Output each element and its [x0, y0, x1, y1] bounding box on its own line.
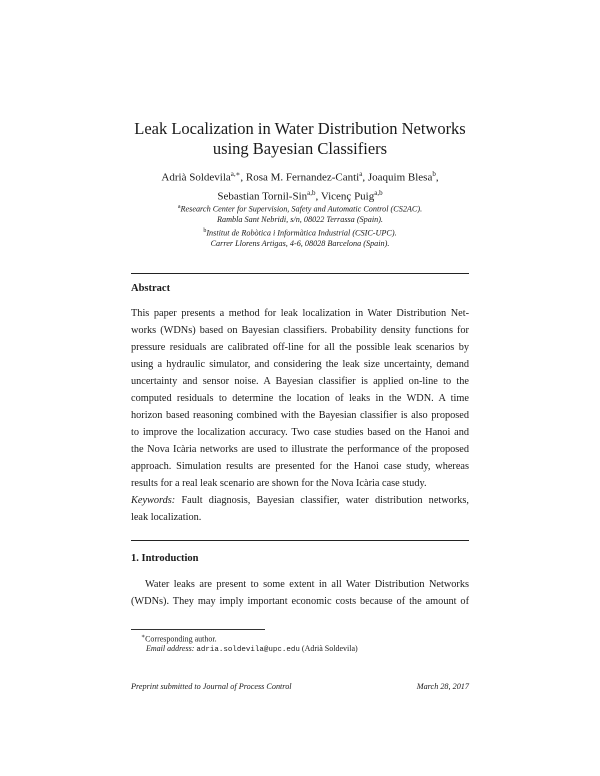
author-name: Joaquim Blesa: [367, 171, 433, 184]
affiliation-mark: a: [177, 204, 181, 210]
author-name: Sebastian Tornil-Sin: [217, 190, 308, 203]
author-affil-mark: a,∗: [230, 170, 241, 178]
author-affil-mark: a: [359, 170, 363, 178]
abstract-bottom-rule: [131, 540, 469, 541]
abstract-line: to improve the localization accuracy. Two case studies based on the Hanoi and: [131, 427, 469, 438]
keywords-text: Fault diagnosis, Bayesian classifier, water distribution networks,: [181, 495, 469, 506]
affiliations: [0, 202, 600, 249]
author-separator: ,: [435, 171, 439, 184]
affiliation-a-line-2: Rambla Sant Nebridi, s/n, 08022 Terrassa (Spain).: [217, 215, 383, 225]
introduction-line: (WDNs). They may imply important economic costs because of the amount of: [131, 596, 469, 607]
email-owner: (Adrià Soldevila): [301, 644, 358, 653]
author-name: Vicenç Puig: [320, 190, 375, 203]
abstract-line: computed residuals to determine the location of leaks in the WDN. A time: [131, 393, 469, 404]
email-label: Email address:: [146, 644, 195, 653]
title-line-1: Leak Localization in Water Distribution Networks: [134, 119, 466, 138]
author-affil-mark: a,b: [307, 188, 316, 197]
abstract-line: results for a real leak scenario are shown for the Nova Icària case study.: [131, 478, 427, 489]
author-line-1: [0, 167, 600, 186]
section-heading-introduction: 1. Introduction: [131, 553, 199, 564]
keywords-label: Keywords:: [131, 495, 176, 506]
footer-preprint-note: Preprint submitted to Journal of Process Control: [131, 682, 292, 691]
abstract-line: pressure residuals are calibrated off-line for all the possible leak scenarios by: [131, 342, 469, 353]
footnote-rule: [131, 629, 265, 630]
author-separator: ,: [240, 171, 246, 184]
abstract-body: [131, 305, 469, 526]
affiliation-mark: b: [203, 227, 207, 234]
introduction-body: [131, 576, 469, 610]
author-name: Rosa M. Fernandez-Canti: [245, 171, 360, 184]
abstract-line: uncertainty and sensor noise. A Bayesian classifier is applied on-line to the: [131, 376, 469, 387]
affiliation-b-line-2: Carrer Llorens Artigas, 4-6, 08028 Barcelona (Spain).: [210, 238, 390, 248]
author-affil-mark: b: [432, 170, 436, 178]
abstract-line: works (WDNs) based on Bayesian classifiers. Probability density functions for: [131, 325, 469, 336]
author-separator: ,: [315, 190, 321, 203]
abstract-line: horizon based reasoning combined with the Bayesian classifier is also proposed: [131, 410, 469, 421]
author-list: [0, 167, 600, 204]
author-name: Adrià Soldevila: [161, 171, 231, 184]
footnote-corresponding: ∗Corresponding author.: [141, 634, 217, 644]
footnote-email: [146, 643, 358, 656]
title-line-2: using Bayesian Classifiers: [212, 139, 388, 158]
abstract-line: This paper presents a method for leak localization in Water Distribution Net-: [131, 308, 469, 319]
abstract-line: using a hydraulic simulator, and considering the leak size uncertainty, demand: [131, 359, 469, 370]
email-link[interactable]: adria.soldevila@upc.edu: [196, 646, 300, 654]
footer-date: March 28, 2017: [416, 682, 469, 691]
author-separator: ,: [362, 171, 368, 184]
paper-title: [0, 119, 600, 159]
affiliation-b-line-1: $^b$Institut de Robòtica i Informàtica Industrial (CSIC-UPC).: [203, 227, 397, 238]
affiliation-a-line-1: $^a$Research Center for Supervision, Safety and Automatic Control (CS2AC).: [177, 204, 423, 214]
keywords-line-2: leak localization.: [131, 512, 202, 523]
abstract-heading: Abstract: [131, 283, 171, 294]
abstract-line: approach. Simulation results are presented for the Hanoi case study, whereas: [131, 461, 469, 472]
abstract-top-rule: [131, 273, 469, 274]
keywords-line-1: [131, 492, 469, 509]
introduction-line: Water leaks are present to some extent in all Water Distribution Networks: [145, 579, 469, 590]
abstract-line: the Nova Icària networks are used to illustrate the performance of the proposed: [131, 444, 469, 455]
author-affil-mark: a,b: [374, 188, 383, 197]
